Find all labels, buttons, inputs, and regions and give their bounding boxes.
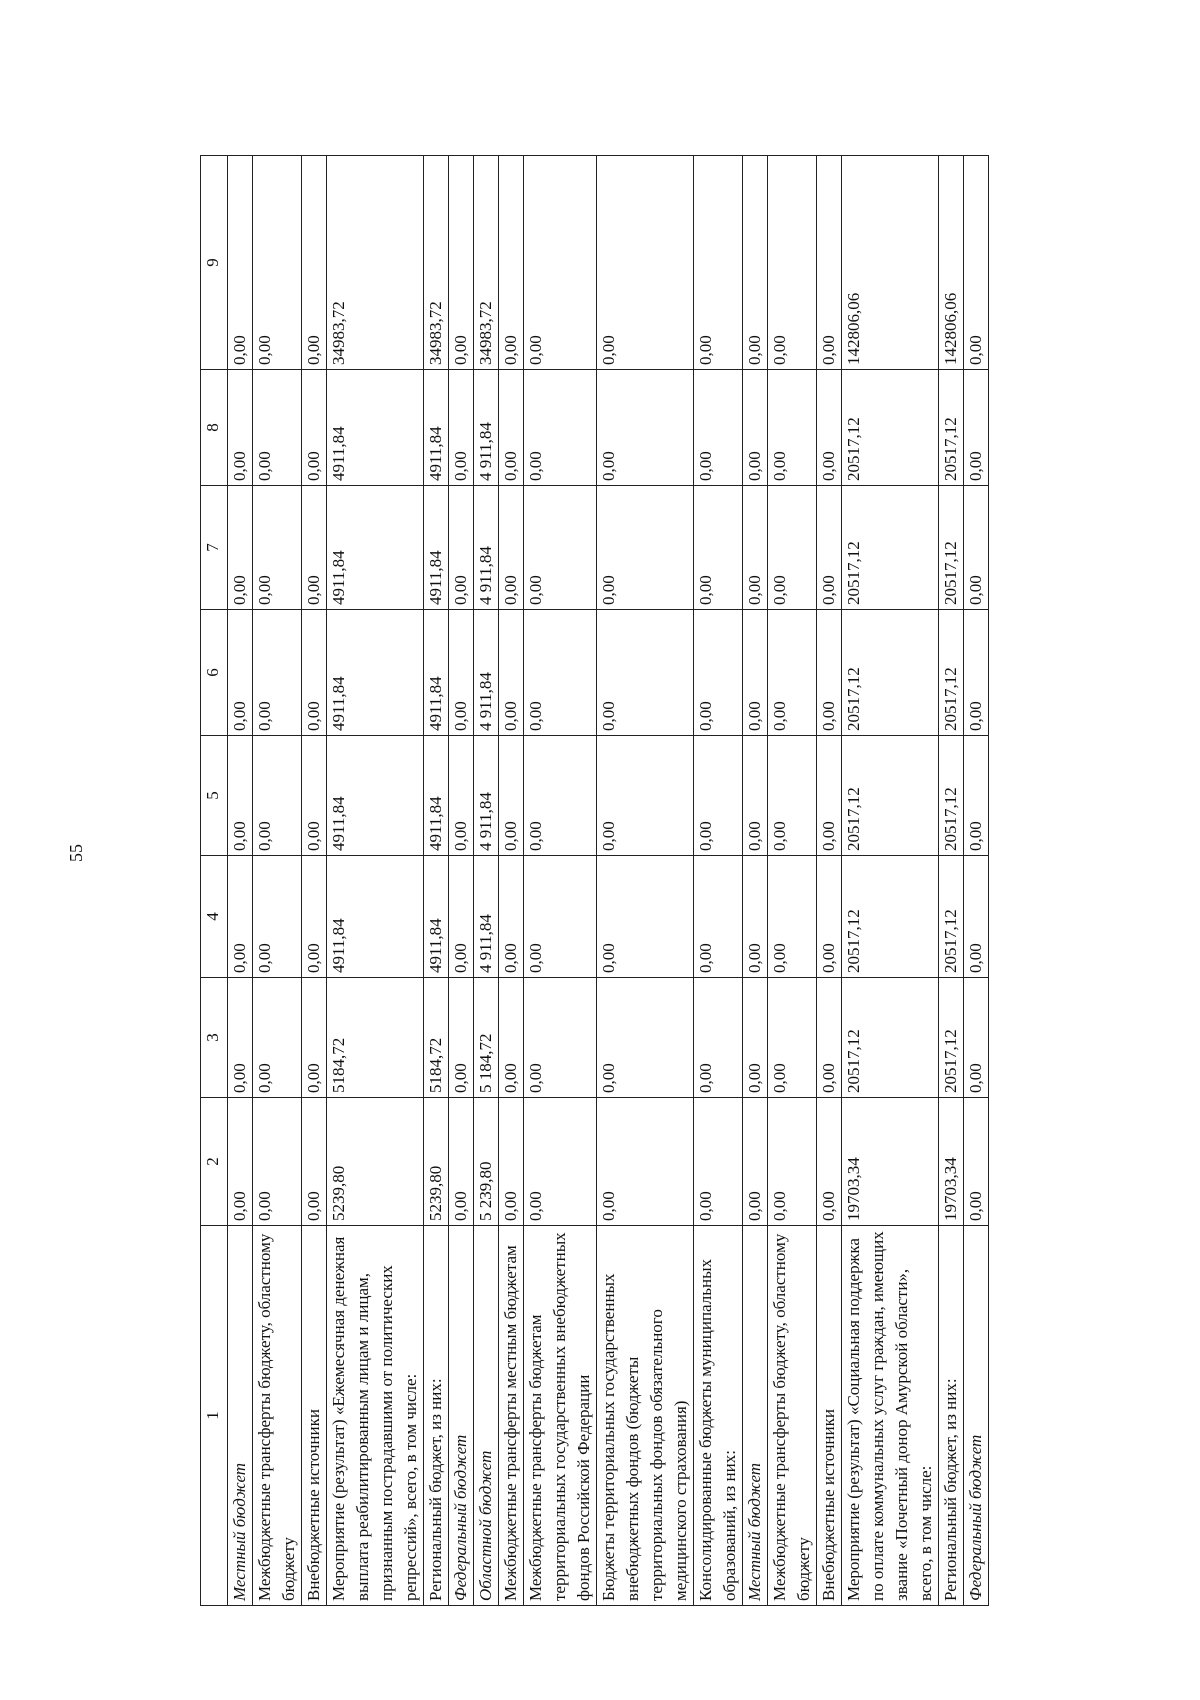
value-cell: 5 184,72 — [474, 978, 499, 1098]
value-cell: 4911,84 — [327, 486, 424, 610]
value-cell: 0,00 — [253, 736, 302, 856]
value-cell: 5184,72 — [327, 978, 424, 1098]
value-cell: 4911,84 — [424, 856, 449, 978]
value-cell: 34983,72 — [474, 156, 499, 370]
value-cell: 0,00 — [449, 856, 474, 978]
value-cell: 0,00 — [302, 736, 327, 856]
row-label: Местный бюджет — [743, 1226, 768, 1606]
value-cell: 0,00 — [449, 486, 474, 610]
value-cell: 0,00 — [253, 1098, 302, 1226]
value-cell: 0,00 — [449, 610, 474, 736]
row-label: Межбюджетные трансферты бюджетам территориальных государственных внебюджетных фондов Российской Федерации — [524, 1226, 597, 1606]
row-label: Межбюджетные трансферты местным бюджетам — [499, 1226, 524, 1606]
value-cell: 0,00 — [499, 736, 524, 856]
value-cell: 0,00 — [694, 736, 743, 856]
row-label: Межбюджетные трансферты бюджету, областному бюджету — [253, 1226, 302, 1606]
table-row — [499, 156, 524, 1606]
value-cell: 0,00 — [817, 370, 842, 486]
header-row — [201, 156, 228, 1606]
value-cell: 4911,84 — [424, 736, 449, 856]
column-header: 8 — [201, 370, 228, 486]
value-cell: 0,00 — [499, 978, 524, 1098]
value-cell: 19703,34 — [842, 1098, 939, 1226]
value-cell: 0,00 — [743, 486, 768, 610]
column-header: 1 — [201, 1226, 228, 1606]
value-cell: 0,00 — [597, 610, 694, 736]
row-label: Внебюджетные источники — [302, 1226, 327, 1606]
row-label: Местный бюджет — [228, 1226, 253, 1606]
value-cell: 0,00 — [964, 486, 989, 610]
value-cell: 4911,84 — [327, 370, 424, 486]
table-row — [597, 156, 694, 1606]
value-cell: 20517,12 — [842, 370, 939, 486]
row-label: Мероприятие (результат) «Социальная поддержка по оплате коммунальных услуг граждан, имеющих звание «Почетный донор Амурской области», всего, в том числе: — [842, 1226, 939, 1606]
value-cell: 0,00 — [302, 978, 327, 1098]
value-cell: 0,00 — [499, 156, 524, 370]
value-cell: 0,00 — [524, 856, 597, 978]
row-label: Областной бюджет — [474, 1226, 499, 1606]
table-row — [939, 156, 964, 1606]
value-cell: 0,00 — [597, 156, 694, 370]
value-cell: 0,00 — [597, 370, 694, 486]
column-header: 2 — [201, 1098, 228, 1226]
value-cell: 0,00 — [302, 486, 327, 610]
value-cell: 0,00 — [253, 856, 302, 978]
column-header: 7 — [201, 486, 228, 610]
value-cell: 0,00 — [302, 156, 327, 370]
value-cell: 0,00 — [743, 156, 768, 370]
value-cell: 0,00 — [964, 156, 989, 370]
value-cell: 0,00 — [597, 486, 694, 610]
value-cell: 5239,80 — [327, 1098, 424, 1226]
value-cell: 0,00 — [768, 736, 817, 856]
value-cell: 0,00 — [817, 610, 842, 736]
value-cell: 0,00 — [817, 978, 842, 1098]
value-cell: 4 911,84 — [474, 370, 499, 486]
value-cell: 0,00 — [228, 1098, 253, 1226]
table-row — [817, 156, 842, 1606]
value-cell: 0,00 — [694, 486, 743, 610]
value-cell: 0,00 — [228, 736, 253, 856]
value-cell: 0,00 — [768, 370, 817, 486]
value-cell: 142806,06 — [842, 156, 939, 370]
value-cell: 0,00 — [524, 1098, 597, 1226]
value-cell: 0,00 — [768, 486, 817, 610]
table-row — [694, 156, 743, 1606]
value-cell: 0,00 — [964, 736, 989, 856]
column-header: 4 — [201, 856, 228, 978]
value-cell: 0,00 — [228, 486, 253, 610]
value-cell: 0,00 — [694, 856, 743, 978]
value-cell: 0,00 — [302, 856, 327, 978]
value-cell: 20517,12 — [939, 370, 964, 486]
budget-table — [200, 155, 989, 1606]
value-cell: 0,00 — [768, 610, 817, 736]
table-row — [524, 156, 597, 1606]
value-cell: 4 911,84 — [474, 856, 499, 978]
value-cell: 0,00 — [817, 1098, 842, 1226]
value-cell: 0,00 — [228, 856, 253, 978]
value-cell: 20517,12 — [939, 486, 964, 610]
table-row — [449, 156, 474, 1606]
value-cell: 0,00 — [524, 736, 597, 856]
value-cell: 0,00 — [964, 856, 989, 978]
table-row — [253, 156, 302, 1606]
value-cell: 20517,12 — [939, 736, 964, 856]
value-cell: 4911,84 — [327, 856, 424, 978]
value-cell: 4911,84 — [424, 486, 449, 610]
value-cell: 0,00 — [743, 370, 768, 486]
row-label: Межбюджетные трансферты бюджету, областному бюджету — [768, 1226, 817, 1606]
column-header: 6 — [201, 610, 228, 736]
value-cell: 0,00 — [302, 1098, 327, 1226]
value-cell: 20517,12 — [939, 978, 964, 1098]
value-cell: 0,00 — [499, 486, 524, 610]
value-cell: 0,00 — [499, 370, 524, 486]
table-row — [302, 156, 327, 1606]
value-cell: 0,00 — [694, 978, 743, 1098]
value-cell: 34983,72 — [424, 156, 449, 370]
value-cell: 0,00 — [524, 370, 597, 486]
value-cell: 0,00 — [253, 610, 302, 736]
value-cell: 0,00 — [228, 370, 253, 486]
value-cell: 0,00 — [694, 610, 743, 736]
row-label: Бюджеты территориальных государственных внебюджетных фондов (бюджеты территориальных фондов обязательного медицинского страхования) — [597, 1226, 694, 1606]
table-row — [964, 156, 989, 1606]
value-cell: 20517,12 — [842, 486, 939, 610]
table-body — [201, 156, 989, 1606]
value-cell: 20517,12 — [939, 856, 964, 978]
value-cell: 0,00 — [499, 1098, 524, 1226]
value-cell: 4911,84 — [327, 610, 424, 736]
value-cell: 0,00 — [499, 610, 524, 736]
value-cell: 0,00 — [743, 856, 768, 978]
value-cell: 5184,72 — [424, 978, 449, 1098]
value-cell: 0,00 — [817, 486, 842, 610]
value-cell: 0,00 — [449, 1098, 474, 1226]
value-cell: 0,00 — [524, 978, 597, 1098]
table-row — [768, 156, 817, 1606]
value-cell: 0,00 — [597, 1098, 694, 1226]
value-cell: 0,00 — [694, 1098, 743, 1226]
value-cell: 0,00 — [964, 370, 989, 486]
value-cell: 0,00 — [817, 156, 842, 370]
value-cell: 20517,12 — [842, 978, 939, 1098]
value-cell: 0,00 — [817, 736, 842, 856]
value-cell: 0,00 — [743, 736, 768, 856]
value-cell: 0,00 — [964, 978, 989, 1098]
value-cell: 0,00 — [743, 978, 768, 1098]
value-cell: 0,00 — [449, 736, 474, 856]
row-label: Региональный бюджет, из них: — [939, 1226, 964, 1606]
value-cell: 0,00 — [449, 978, 474, 1098]
value-cell: 0,00 — [597, 856, 694, 978]
row-label: Мероприятие (результат) «Ежемесячная денежная выплата реабилитированным лицам и лицам, признанным пострадавшими от политических репрессий», всего, в том числе: — [327, 1226, 424, 1606]
row-label: Федеральный бюджет — [964, 1226, 989, 1606]
page-number: 55 — [66, 844, 86, 862]
value-cell: 0,00 — [228, 978, 253, 1098]
value-cell: 5 239,80 — [474, 1098, 499, 1226]
value-cell: 0,00 — [524, 156, 597, 370]
value-cell: 0,00 — [817, 856, 842, 978]
value-cell: 0,00 — [964, 1098, 989, 1226]
value-cell: 142806,06 — [939, 156, 964, 370]
value-cell: 0,00 — [597, 736, 694, 856]
value-cell: 4 911,84 — [474, 486, 499, 610]
value-cell: 34983,72 — [327, 156, 424, 370]
value-cell: 0,00 — [694, 370, 743, 486]
value-cell: 4 911,84 — [474, 736, 499, 856]
value-cell: 20517,12 — [842, 736, 939, 856]
table-row — [228, 156, 253, 1606]
table-row — [424, 156, 449, 1606]
value-cell: 20517,12 — [842, 856, 939, 978]
value-cell: 0,00 — [253, 156, 302, 370]
value-cell: 0,00 — [524, 610, 597, 736]
value-cell: 0,00 — [499, 856, 524, 978]
value-cell: 0,00 — [253, 978, 302, 1098]
row-label: Федеральный бюджет — [449, 1226, 474, 1606]
value-cell: 0,00 — [449, 156, 474, 370]
value-cell: 0,00 — [228, 610, 253, 736]
table-row — [327, 156, 424, 1606]
value-cell: 0,00 — [743, 610, 768, 736]
value-cell: 19703,34 — [939, 1098, 964, 1226]
value-cell: 0,00 — [302, 370, 327, 486]
value-cell: 5239,80 — [424, 1098, 449, 1226]
value-cell: 0,00 — [768, 156, 817, 370]
table-row — [474, 156, 499, 1606]
value-cell: 0,00 — [253, 486, 302, 610]
value-cell: 4911,84 — [327, 736, 424, 856]
row-label: Региональный бюджет, из них: — [424, 1226, 449, 1606]
value-cell: 0,00 — [694, 156, 743, 370]
value-cell: 0,00 — [768, 856, 817, 978]
column-header: 9 — [201, 156, 228, 370]
value-cell: 0,00 — [597, 978, 694, 1098]
table-row — [842, 156, 939, 1606]
value-cell: 0,00 — [964, 610, 989, 736]
value-cell: 20517,12 — [939, 610, 964, 736]
value-cell: 0,00 — [743, 1098, 768, 1226]
row-label: Консолидированные бюджеты муниципальных образований, из них: — [694, 1226, 743, 1606]
value-cell: 20517,12 — [842, 610, 939, 736]
value-cell: 0,00 — [253, 370, 302, 486]
value-cell: 4911,84 — [424, 370, 449, 486]
value-cell: 0,00 — [768, 978, 817, 1098]
row-label: Внебюджетные источники — [817, 1226, 842, 1606]
value-cell: 0,00 — [449, 370, 474, 486]
table-row — [743, 156, 768, 1606]
value-cell: 0,00 — [228, 156, 253, 370]
column-header: 3 — [201, 978, 228, 1098]
column-header: 5 — [201, 736, 228, 856]
value-cell: 4 911,84 — [474, 610, 499, 736]
value-cell: 0,00 — [768, 1098, 817, 1226]
rotated-table-container — [200, 156, 1100, 1606]
value-cell: 0,00 — [302, 610, 327, 736]
value-cell: 4911,84 — [424, 610, 449, 736]
value-cell: 0,00 — [524, 486, 597, 610]
